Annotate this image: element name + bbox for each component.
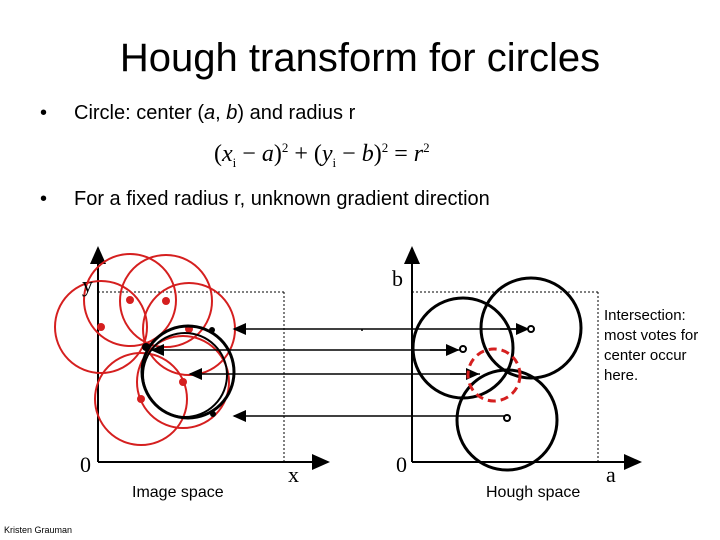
edge-point <box>126 296 134 304</box>
image-marker <box>210 411 216 417</box>
image-space-axes <box>98 248 328 462</box>
image-origin-label: 0 <box>80 452 91 477</box>
bullet-circle-definition: • Circle: center (a, b) and radius r <box>40 102 356 124</box>
hough-center <box>460 346 466 352</box>
bullet-dot: • <box>40 188 48 210</box>
edge-point <box>162 297 170 305</box>
intersection-note: Intersection: most votes for center occur here. <box>604 306 716 386</box>
hough-b-axis-label: b <box>392 266 403 291</box>
projection-arrows <box>152 329 530 416</box>
image-marker <box>209 327 215 333</box>
hough-center <box>528 326 534 332</box>
slide-title: Hough transform for circles <box>119 36 601 80</box>
edge-point <box>179 378 187 386</box>
hough-a-axis-label: a <box>606 462 616 487</box>
image-x-axis-label: x <box>288 462 299 487</box>
image-y-axis-label: y <box>82 272 93 297</box>
image-marker <box>142 343 150 351</box>
image-black-circles <box>142 326 234 418</box>
circle-equation: $(x_i - a)^2 + (y_i - b)^2 = r^2$ <box>214 140 430 170</box>
bullet-dot: • <box>40 102 48 124</box>
hough-center <box>504 415 510 421</box>
edge-point <box>137 395 145 403</box>
author-credit: Kristen Grauman <box>4 525 73 535</box>
edge-point <box>97 323 105 331</box>
image-space-caption: Image space <box>132 484 224 501</box>
bullet-fixed-radius: • For a fixed radius r, unknown gradient direction <box>40 188 490 210</box>
hough-space-caption: Hough space <box>486 484 581 501</box>
hough-origin-label: 0 <box>396 452 407 477</box>
